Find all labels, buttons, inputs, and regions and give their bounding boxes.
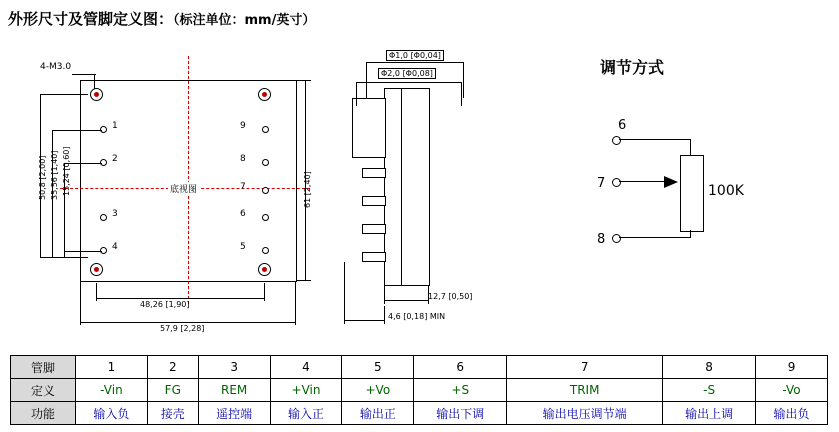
potentiometer-symbol bbox=[680, 155, 704, 232]
pin-dia-large-leader bbox=[356, 82, 462, 83]
pin-label-2: 2 bbox=[112, 154, 118, 164]
cell-def-5: +Vo bbox=[342, 379, 414, 402]
cell-def-7: TRIM bbox=[507, 379, 663, 402]
mounting-hole-bottom-right bbox=[258, 263, 271, 276]
row-header-function: 功能 bbox=[11, 402, 76, 425]
cell-def-3: REM bbox=[198, 379, 270, 402]
cell-pin-3: 3 bbox=[198, 356, 270, 379]
pin-dot-5 bbox=[262, 247, 269, 254]
row-header-pin: 管脚 bbox=[11, 356, 76, 379]
cell-pin-9: 9 bbox=[756, 356, 828, 379]
cell-func-9: 输出负 bbox=[756, 402, 828, 425]
screw-label: 4-M3.0 bbox=[40, 62, 72, 72]
cell-pin-4: 4 bbox=[270, 356, 342, 379]
row-header-definition: 定义 bbox=[11, 379, 76, 402]
cell-def-1: -Vin bbox=[76, 379, 148, 402]
dim-line-57-9 bbox=[80, 322, 295, 323]
dim-ext-4-6-right bbox=[384, 306, 385, 324]
pin-label-5: 5 bbox=[240, 242, 246, 252]
pin-dia-small-leader bbox=[366, 62, 464, 63]
dim-line-48-26 bbox=[96, 298, 264, 299]
screw-leader-line bbox=[72, 74, 96, 75]
dim-ext-bot-1 bbox=[40, 257, 88, 258]
dim-ext-48-left bbox=[96, 283, 97, 301]
table-row-function bbox=[11, 402, 828, 425]
side-view-pin-2 bbox=[362, 168, 386, 178]
dim-label-48-26: 48,26 [1,90] bbox=[140, 300, 190, 309]
cell-func-4: 输入正 bbox=[270, 402, 342, 425]
dim-label-4-6: 4,6 [0,18] MIN bbox=[388, 312, 446, 321]
dim-label-35-56: 35,56 [1,40] bbox=[50, 150, 59, 200]
pin-dia-small-drop2 bbox=[463, 62, 464, 98]
pin-dia-large-drop bbox=[356, 82, 357, 106]
pin-dot-8 bbox=[262, 159, 269, 166]
dim-ext-4-6-left bbox=[344, 262, 345, 324]
dim-label-61: 61 [2,40] bbox=[303, 171, 312, 208]
pin-dia-small-drop bbox=[366, 62, 367, 98]
dim-ext-61-bot bbox=[297, 280, 311, 281]
side-view-body bbox=[400, 88, 430, 286]
mounting-hole-top-left bbox=[90, 88, 103, 101]
pin-label-7: 7 bbox=[240, 182, 246, 192]
page-title-main: 外形尺寸及管脚定义图： bbox=[8, 10, 174, 28]
cell-func-2: 接壳 bbox=[147, 402, 198, 425]
pin-dot-7 bbox=[262, 187, 269, 194]
center-line-vertical bbox=[188, 56, 189, 304]
pin-label-1: 1 bbox=[112, 121, 118, 131]
dim-label-50-8: 50,8 [2,00] bbox=[38, 155, 47, 200]
cell-def-4: +Vin bbox=[270, 379, 342, 402]
pin-label-6: 6 bbox=[240, 209, 246, 219]
bottom-view-caption: 底视图 bbox=[168, 182, 199, 195]
cell-func-3: 遥控端 bbox=[198, 402, 270, 425]
adjust-method-title: 调节方式 bbox=[600, 58, 665, 77]
pin-dia-large-label: Φ2,0 [Φ0,08] bbox=[378, 68, 436, 79]
side-view-pin-3 bbox=[362, 196, 386, 206]
dim-label-57-9: 57,9 [2,28] bbox=[160, 324, 205, 333]
dim-ext-57-right bbox=[295, 281, 296, 325]
terminal-label-6: 6 bbox=[618, 118, 627, 133]
pin-definition-table bbox=[10, 355, 828, 425]
potentiometer-value-label: 100K bbox=[708, 183, 744, 199]
cell-pin-6: 6 bbox=[414, 356, 507, 379]
dim-ext-bot-3 bbox=[64, 251, 102, 252]
dim-label-12-7: 12,7 [0,50] bbox=[428, 292, 473, 301]
side-view-pin-block-1 bbox=[352, 98, 386, 158]
mounting-hole-bottom-left bbox=[90, 263, 103, 276]
cell-pin-8: 8 bbox=[663, 356, 756, 379]
dim-ext-48-right bbox=[264, 283, 265, 301]
cell-pin-7: 7 bbox=[507, 356, 663, 379]
cell-func-5: 输出正 bbox=[342, 402, 414, 425]
cell-def-2: FG bbox=[147, 379, 198, 402]
dim-label-15-24: 15,24 [0,60] bbox=[62, 146, 71, 196]
mounting-hole-top-right bbox=[258, 88, 271, 101]
cell-func-8: 输出上调 bbox=[663, 402, 756, 425]
cell-func-6: 输出下调 bbox=[414, 402, 507, 425]
pin-label-8: 8 bbox=[240, 154, 246, 164]
cell-def-6: +S bbox=[414, 379, 507, 402]
terminal-label-7: 7 bbox=[597, 176, 606, 191]
cell-def-9: -Vo bbox=[756, 379, 828, 402]
terminal-7 bbox=[612, 178, 621, 187]
cell-func-7: 输出电压调节端 bbox=[507, 402, 663, 425]
cell-func-1: 输入负 bbox=[76, 402, 148, 425]
pin-label-4: 4 bbox=[112, 242, 118, 252]
cell-def-8: -S bbox=[663, 379, 756, 402]
wire-6-to-pot bbox=[619, 139, 691, 140]
dim-line-4-6 bbox=[344, 320, 384, 321]
pot-lead-top bbox=[690, 139, 691, 156]
side-view-flange bbox=[384, 88, 402, 286]
cell-pin-1: 1 bbox=[76, 356, 148, 379]
dim-ext-61-top bbox=[297, 80, 311, 81]
terminal-8 bbox=[612, 234, 621, 243]
dim-ext-57-left bbox=[80, 281, 81, 325]
pot-lead-bottom bbox=[690, 230, 691, 238]
dim-ext-top-1 bbox=[40, 94, 88, 95]
pin-dot-9 bbox=[262, 126, 269, 133]
terminal-label-8: 8 bbox=[597, 232, 606, 247]
terminal-6 bbox=[612, 136, 621, 145]
side-view-pin-5 bbox=[362, 252, 386, 262]
pin-dia-small-label: Φ1,0 [Φ0,04] bbox=[386, 50, 444, 61]
pin-dia-large-drop2 bbox=[461, 82, 462, 106]
page-title bbox=[8, 8, 315, 29]
pin-label-9: 9 bbox=[240, 121, 246, 131]
pin-dot-6 bbox=[262, 214, 269, 221]
dim-ext-top-2 bbox=[52, 130, 102, 131]
dim-ext-12-7-left bbox=[384, 286, 385, 304]
wire-8-to-pot bbox=[619, 237, 691, 238]
pin-label-3: 3 bbox=[112, 209, 118, 219]
pin-dot-3 bbox=[100, 214, 107, 221]
cell-pin-2: 2 bbox=[147, 356, 198, 379]
dim-line-12-7 bbox=[384, 300, 428, 301]
side-view-pin-4 bbox=[362, 224, 386, 234]
page-title-unit: （标注单位：mm/英寸） bbox=[173, 13, 316, 28]
cell-pin-5: 5 bbox=[342, 356, 414, 379]
table-row-definition bbox=[11, 379, 828, 402]
table-row-pin bbox=[11, 356, 828, 379]
